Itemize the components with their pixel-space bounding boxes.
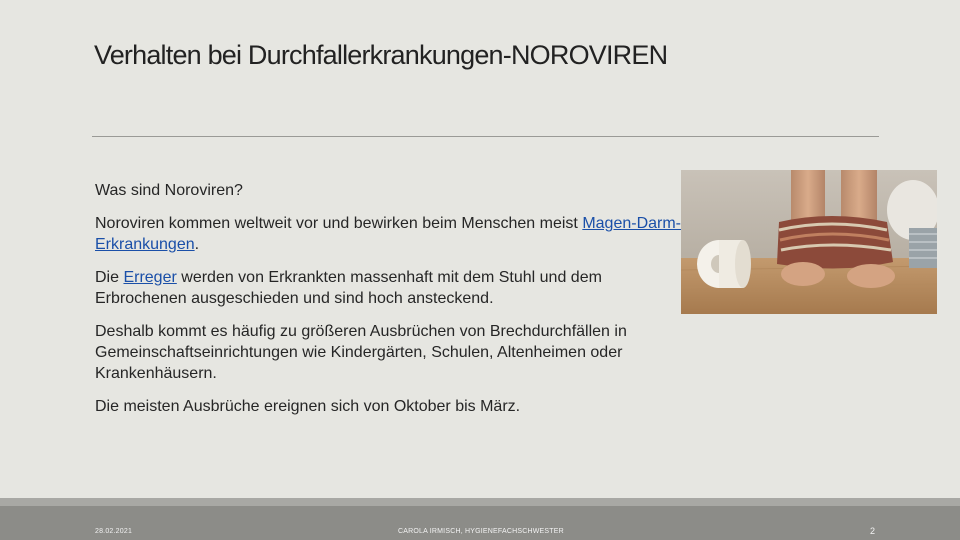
slide-body xyxy=(95,180,695,429)
paragraph-4: Die meisten Ausbrüche ereignen sich von Oktober bis März. xyxy=(95,398,521,415)
paragraph-2-text: werden von Erkrankten massenhaft mit dem Stuhl und dem Erbrochenen ausgeschieden und sind hoch ansteckend. xyxy=(95,269,602,307)
paragraph-2 xyxy=(95,267,695,309)
erreger-link[interactable]: Erreger xyxy=(123,269,177,286)
paragraph-1 xyxy=(95,213,695,255)
body-heading: Was sind Noroviren? xyxy=(95,182,243,199)
paragraph-1-end: . xyxy=(194,236,200,253)
paragraph-3: Deshalb kommt es häufig zu größeren Ausbrüchen von Brechdurchfällen in Gemeinschaftseinrichtungen wie Kindergärten, Schulen, Altenheimen oder Krankenhäusern. xyxy=(95,323,627,382)
slide-title: Verhalten bei Durchfallerkrankungen-NOROVIREN xyxy=(94,40,668,70)
footer-author: CAROLA IRMISCH, HYGIENEFACHSCHWESTER xyxy=(398,528,564,535)
paragraph-1-text: Noroviren kommen weltweit vor und bewirken beim Menschen meist xyxy=(95,215,583,232)
toilet-photo xyxy=(681,170,937,314)
paragraph-2-start: Die xyxy=(95,269,124,286)
magen-darm-link[interactable]: Magen-Darm-Erkrankungen xyxy=(95,215,681,253)
page-number: 2 xyxy=(870,526,876,536)
slide-footer xyxy=(0,498,960,540)
title-divider xyxy=(92,136,879,137)
footer-date: 28.02.2021 xyxy=(95,528,133,535)
